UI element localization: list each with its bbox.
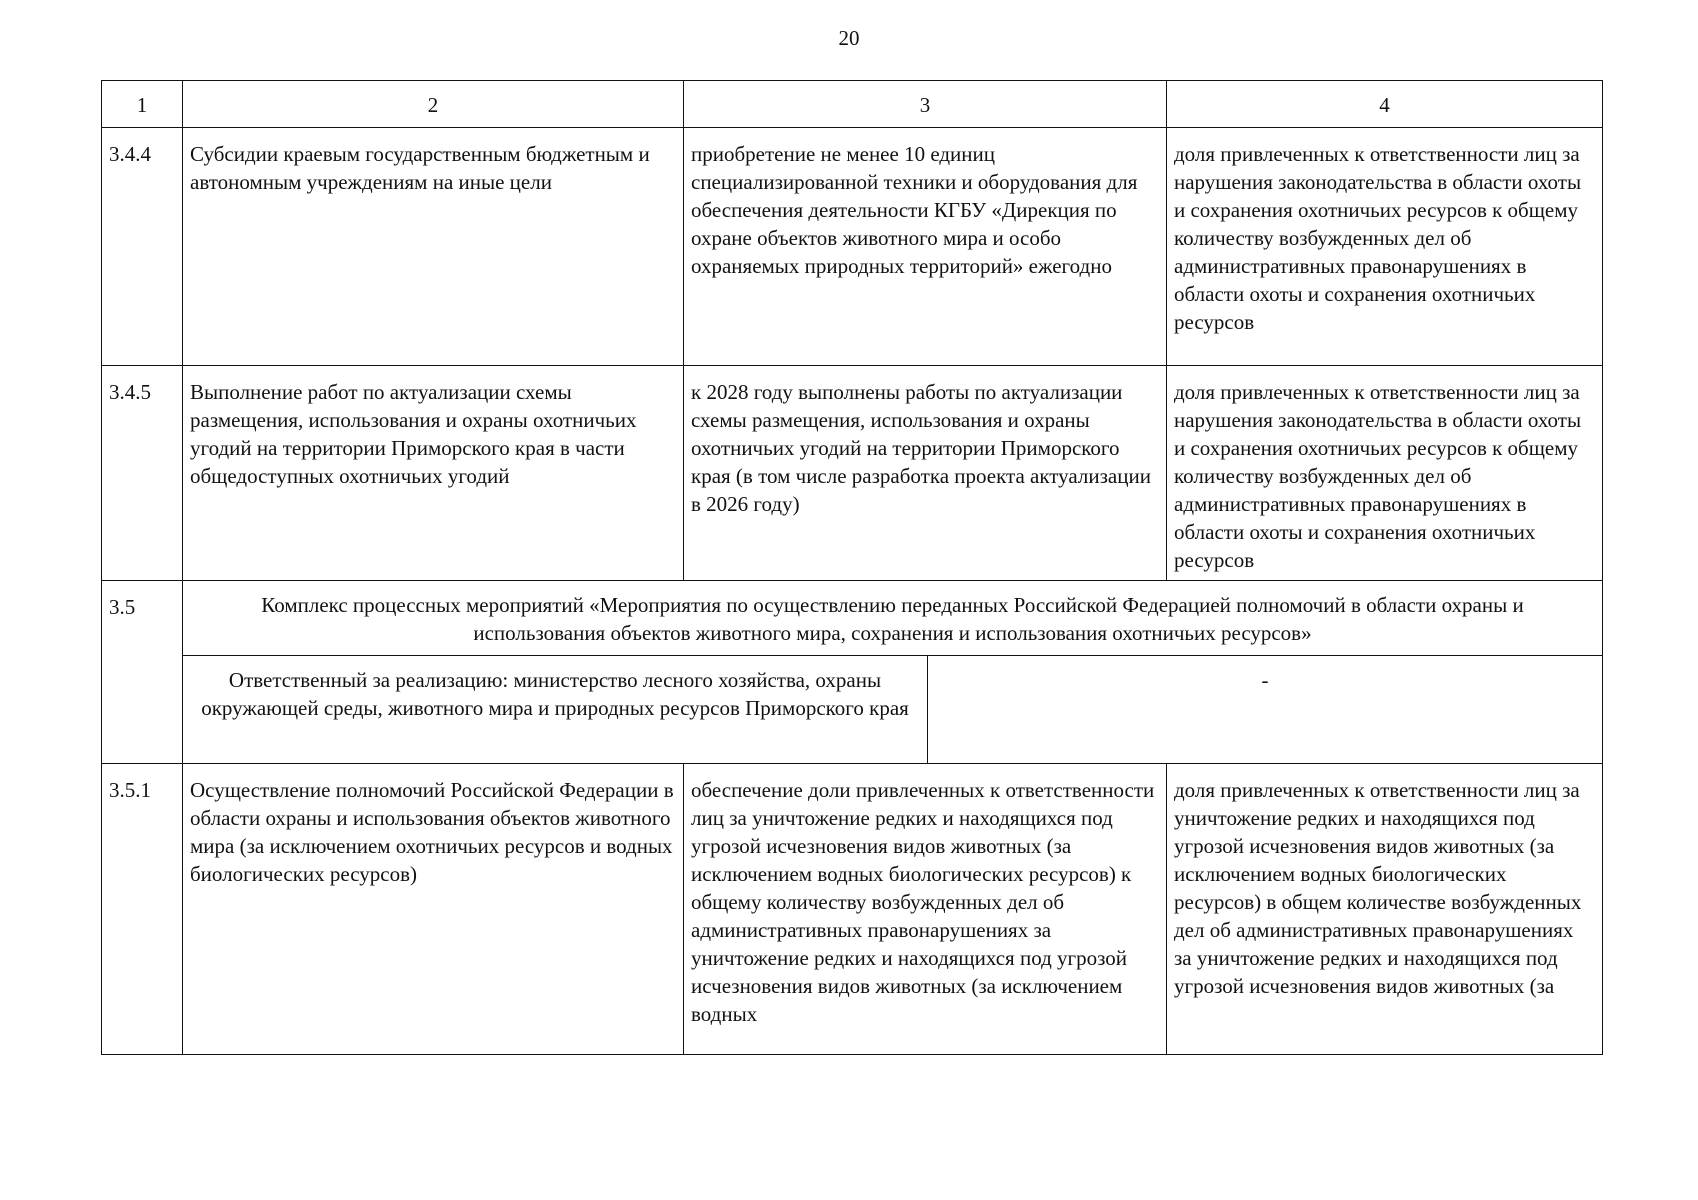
row-number: 3.5.1 xyxy=(102,764,183,1055)
responsible-value: - xyxy=(928,656,1603,763)
column-header-4: 4 xyxy=(1167,81,1603,128)
column-header-1: 1 xyxy=(102,81,183,128)
expected-result: обеспечение доли привлеченных к ответственности лиц за уничтожение редких и находящихся под угрозой исчезновения видов животных (за исключением водных биологических ресурсов) к общему количеству возбужденных дел об административных правонарушениях за уничтожение редких и находящихся под угрозой исчезновения видов животных (за исключением водных xyxy=(684,764,1167,1055)
page-number: 20 xyxy=(838,26,860,50)
table-row xyxy=(102,764,1603,1055)
measure-name: Субсидии краевым государственным бюджетным и автономным учреждениям на иные цели xyxy=(183,128,684,366)
table-header-row xyxy=(102,81,1603,128)
responsible-row xyxy=(102,656,1603,764)
row-number: 3.4.4 xyxy=(102,128,183,366)
indicator: доля привлеченных к ответственности лиц за нарушения законодательства в области охоты и сохранения охотничьих ресурсов к общему количеству возбужденных дел об административных правонарушениях в области охоты и сохранения охотничьих ресурсов xyxy=(1167,128,1603,366)
row-number: 3.4.5 xyxy=(102,366,183,581)
expected-result: приобретение не менее 10 единиц специализированной техники и оборудования для обеспечения деятельности КГБУ «Дирекция по охране объектов животного мира и особо охраняемых природных территорий» ежегодно xyxy=(684,128,1167,366)
indicator: доля привлеченных к ответственности лиц за уничтожение редких и находящихся под угрозой исчезновения видов животных (за исключением водных биологических ресурсов) в общем количестве возбужденных дел об административных правонарушениях за уничтожение редких и находящихся под угрозой исчезновения видов животных (за xyxy=(1167,764,1603,1055)
measure-name: Осуществление полномочий Российской Федерации в области охраны и использования объектов животного мира (за исключением охотничьих ресурсов и водных биологических ресурсов) xyxy=(183,764,684,1055)
column-header-2: 2 xyxy=(183,81,684,128)
measure-name: Выполнение работ по актуализации схемы размещения, использования и охраны охотничьих угодий на территории Приморского края в части общедоступных охотничьих угодий xyxy=(183,366,684,581)
table-row xyxy=(102,128,1603,366)
table-row xyxy=(102,366,1603,581)
expected-result: к 2028 году выполнены работы по актуализации схемы размещения, использования и охраны охотничьих угодий на территории Приморского края (в том числе разработка проекта актуализации в 2026 году) xyxy=(684,366,1167,581)
measures-table xyxy=(101,80,1603,1055)
responsible-table xyxy=(183,656,1602,763)
complex-row xyxy=(102,581,1603,656)
responsible-cell xyxy=(183,656,1603,764)
column-header-3: 3 xyxy=(684,81,1167,128)
complex-title: Комплекс процессных мероприятий «Мероприятия по осуществлению переданных Российской Федерацией полномочий в области охраны и использования объектов животного мира, сохранения и использования охотничьих ресурсов» xyxy=(183,581,1603,656)
indicator: доля привлеченных к ответственности лиц за нарушения законодательства в области охоты и сохранения охотничьих ресурсов к общему количеству возбужденных дел об административных правонарушениях в области охоты и сохранения охотничьих ресурсов xyxy=(1167,366,1603,581)
row-number: 3.5 xyxy=(102,581,183,764)
responsible-text: Ответственный за реализацию: министерство лесного хозяйства, охраны окружающей среды, животного мира и природных ресурсов Приморского края xyxy=(201,668,909,720)
